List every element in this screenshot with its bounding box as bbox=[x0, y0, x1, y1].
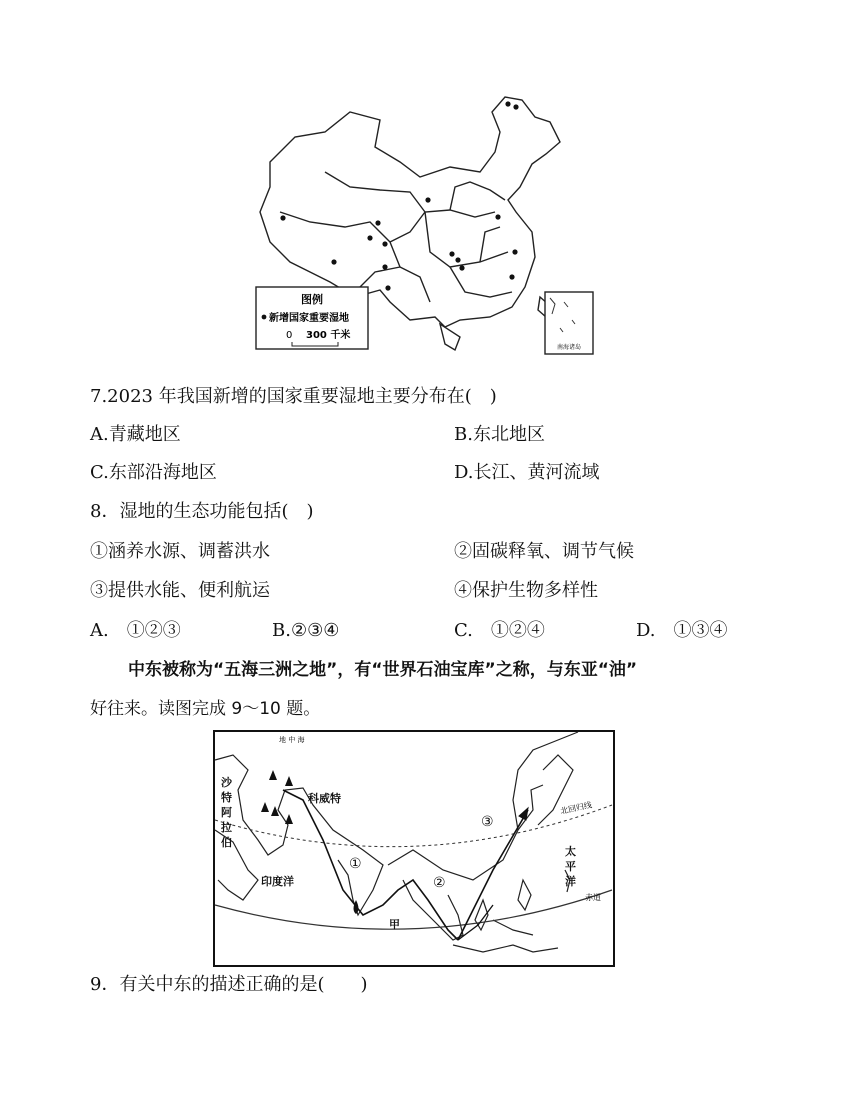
wetland-dot bbox=[509, 274, 514, 279]
q7-option-a[interactable]: A.青藏地区 bbox=[90, 424, 181, 445]
route-label-1: ① bbox=[349, 856, 362, 872]
wetland-markers bbox=[280, 101, 518, 290]
label-pacific-3: 洋 bbox=[565, 875, 576, 888]
label-saudi-5: 伯 bbox=[221, 836, 232, 849]
q8-option-a[interactable]: A. ①②③ bbox=[90, 620, 181, 641]
wetland-dot bbox=[385, 285, 390, 290]
wetland-dot bbox=[382, 241, 387, 246]
legend-title: 图例 bbox=[301, 293, 323, 306]
q7-option-b[interactable]: B.东北地区 bbox=[454, 424, 545, 445]
china-wetland-map bbox=[250, 92, 600, 357]
wetland-dot bbox=[455, 257, 460, 262]
question-9-stem: 9．有关中东的描述正确的是( ) bbox=[90, 974, 368, 995]
question-7-stem: 7.2023 年我国新增的国家重要湿地主要分布在( ) bbox=[90, 386, 497, 407]
passage-line-1: 中东被称为“五海三洲之地”，有“世界石油宝库”之称，与东亚“油” bbox=[128, 660, 638, 680]
route-label-3: ③ bbox=[481, 814, 494, 830]
inset-label: 南海诸岛 bbox=[556, 344, 582, 351]
label-jia: 甲 bbox=[389, 918, 400, 931]
route-label-2: ② bbox=[433, 875, 446, 891]
label-top-sea: 地 中 海 bbox=[279, 736, 305, 744]
q8-statement-4: ④保护生物多样性 bbox=[454, 580, 598, 601]
label-kuwait: 科威特 bbox=[308, 792, 341, 805]
question-8-stem: 8．湿地的生态功能包括( ) bbox=[90, 501, 314, 522]
wetland-dot bbox=[449, 251, 454, 256]
q7-option-d[interactable]: D.长江、黄河流域 bbox=[454, 462, 600, 483]
q8-option-b[interactable]: B.②③④ bbox=[272, 620, 340, 641]
q8-statement-2: ②固碳释氧、调节气候 bbox=[454, 541, 634, 562]
wetland-dot bbox=[513, 104, 518, 109]
passage-line-2: 好往来。读图完成 9～10 题。 bbox=[90, 699, 321, 719]
label-pacific-1: 太 bbox=[565, 845, 576, 858]
wetland-dot bbox=[375, 220, 380, 225]
scale-zero: 0 bbox=[286, 330, 293, 341]
legend-dot bbox=[262, 315, 267, 320]
wetland-dot bbox=[495, 214, 500, 219]
q8-statement-3: ③提供水能、便利航运 bbox=[90, 580, 270, 601]
wetland-dot bbox=[459, 265, 464, 270]
wetland-dot bbox=[331, 259, 336, 264]
wetland-dot bbox=[382, 264, 387, 269]
wetland-dot bbox=[512, 249, 517, 254]
legend-item-wetland: 新增国家重要湿地 bbox=[269, 313, 349, 324]
label-indian-ocean: 印度洋 bbox=[261, 875, 294, 888]
q8-option-d[interactable]: D. ①③④ bbox=[636, 620, 728, 641]
label-saudi-4: 拉 bbox=[221, 821, 232, 834]
label-saudi-2: 特 bbox=[221, 791, 232, 804]
q8-statement-1: ①涵养水源、调蓄洪水 bbox=[90, 541, 270, 562]
south-sea-inset bbox=[545, 292, 593, 354]
q7-option-c[interactable]: C.东部沿海地区 bbox=[90, 462, 217, 483]
wetland-dot bbox=[367, 235, 372, 240]
label-equator: 赤道 bbox=[585, 893, 601, 902]
map-legend bbox=[256, 287, 368, 349]
middle-east-oil-route-map bbox=[213, 730, 615, 967]
label-saudi-1: 沙 bbox=[221, 776, 232, 789]
label-pacific-2: 平 bbox=[565, 860, 576, 873]
scale-label: 300 千米 bbox=[306, 330, 351, 341]
wetland-dot bbox=[425, 197, 430, 202]
label-saudi-3: 阿 bbox=[221, 806, 232, 819]
wetland-dot bbox=[505, 101, 510, 106]
label-tropic: 北回归线 bbox=[559, 800, 593, 816]
wetland-dot bbox=[280, 215, 285, 220]
q8-option-c[interactable]: C. ①②④ bbox=[454, 620, 545, 641]
